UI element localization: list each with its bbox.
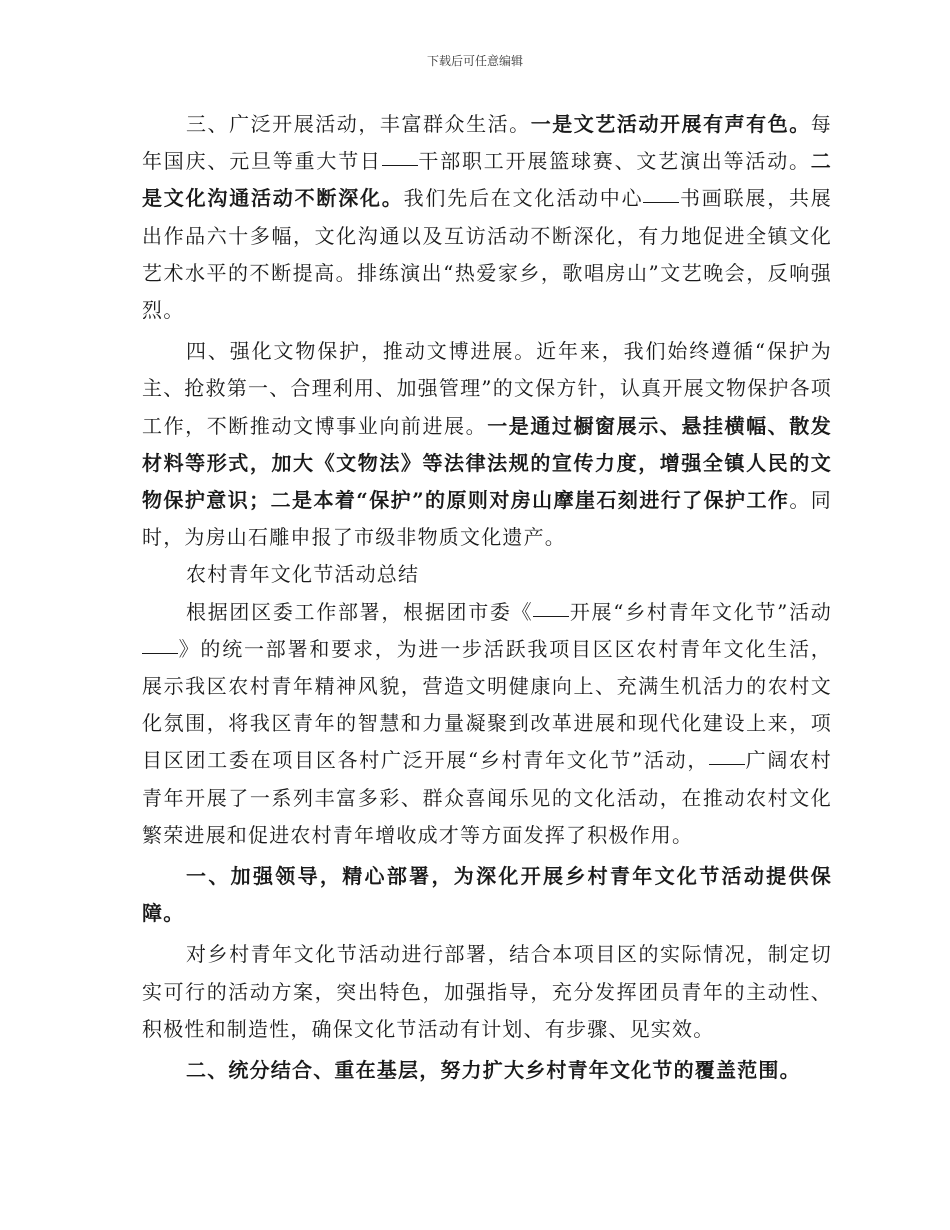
- text-run: 开展“乡村青年文化节”活动: [569, 599, 832, 624]
- blank-line: [382, 164, 418, 166]
- text-run: 三、广泛开展活动，丰富群众生活。: [186, 112, 531, 136]
- paragraph-deployment: 对乡村青年文化节活动进行部署，结合本项目区的实际情况，制定切实可行的活动方案，突出特色，加强指导，充分发挥团员青年的主动性、积极性和制造性，确保文化节活动有计划、有步骤、见实效。: [142, 942, 832, 1041]
- text-run: 。同时，为房山石雕申报了市级非物质文化遗产。: [142, 488, 832, 550]
- document-body: [142, 106, 832, 1089]
- blank-line: [533, 615, 569, 617]
- paragraph-intro: [142, 594, 832, 854]
- section-heading-2: 二、统分结合、重在基层，努力扩大乡村青年文化节的覆盖范围。: [186, 1058, 801, 1083]
- text-run: 我们先后在文化活动中心: [403, 186, 644, 211]
- blank-line: [142, 652, 178, 654]
- paragraph-cultural-activities: [142, 106, 832, 329]
- section-heading-1: 一、加强领导，精心部署，为深化开展乡村青年文化节活动提供保障。: [142, 864, 832, 926]
- text-run: 根据团区委工作部署，根据团市委《: [186, 599, 534, 624]
- text-run: 广阔农村青年开展了一系列丰富多彩、群众喜闻乐见的文化活动，在推动农村文化繁荣进展和促进农村青年增收成才等方面发挥了积极作用。: [142, 748, 832, 847]
- blank-line: [709, 763, 745, 765]
- text-run: 》的统一部署和要求，为进一步活跃我项目区区农村青年文化生活，展示我区农村青年精神风貌，营造文明健康向上、充满生机活力的农村文化氛围，将我区青年的智慧和力量凝聚到改革进展和现代化建设上来，项目区团工委在项目区各村广泛开展“乡村青年文化节”活动，: [142, 636, 832, 773]
- paragraph-relic-protection: [142, 333, 832, 556]
- text-run: 书画联展，共展出作品六十多幅，文化沟通以及互访活动不断深化，有力地促进全镇文化艺术水平的不断提高。排练演出“热爱家乡，歌唱房山”文艺晚会，反响强烈。: [142, 186, 832, 323]
- page-header: 下载后可任意编辑: [426, 54, 523, 68]
- document-title: 农村青年文化节活动总结: [186, 562, 420, 587]
- bold-run: 一是通过橱窗展示、悬挂横幅、散发材料等形式，加大《文物法》等法律法规的宣传力度，增强全镇人民的文物保护意识；二是本着“保护”的原则对房山摩崖石刻进行了保护工作: [142, 413, 832, 513]
- text-run: 干部职工开展篮球赛、文艺演出等活动。: [417, 149, 811, 174]
- text-run: 每年国庆、元旦等重大节日: [142, 112, 832, 174]
- bold-run: 一是文艺活动开展有声有色。: [530, 112, 811, 136]
- bold-run: 二是文化沟通活动不断深化。: [142, 149, 832, 211]
- text-run: 四、强化文物保护，推动文博进展。近年来，我们始终遵循“保护为主、抢救第一、合理利用、加强管理”的文保方针，认真开展文物保护各项工作，不断推动文博事业向前进展。: [142, 339, 832, 438]
- blank-line: [643, 201, 679, 203]
